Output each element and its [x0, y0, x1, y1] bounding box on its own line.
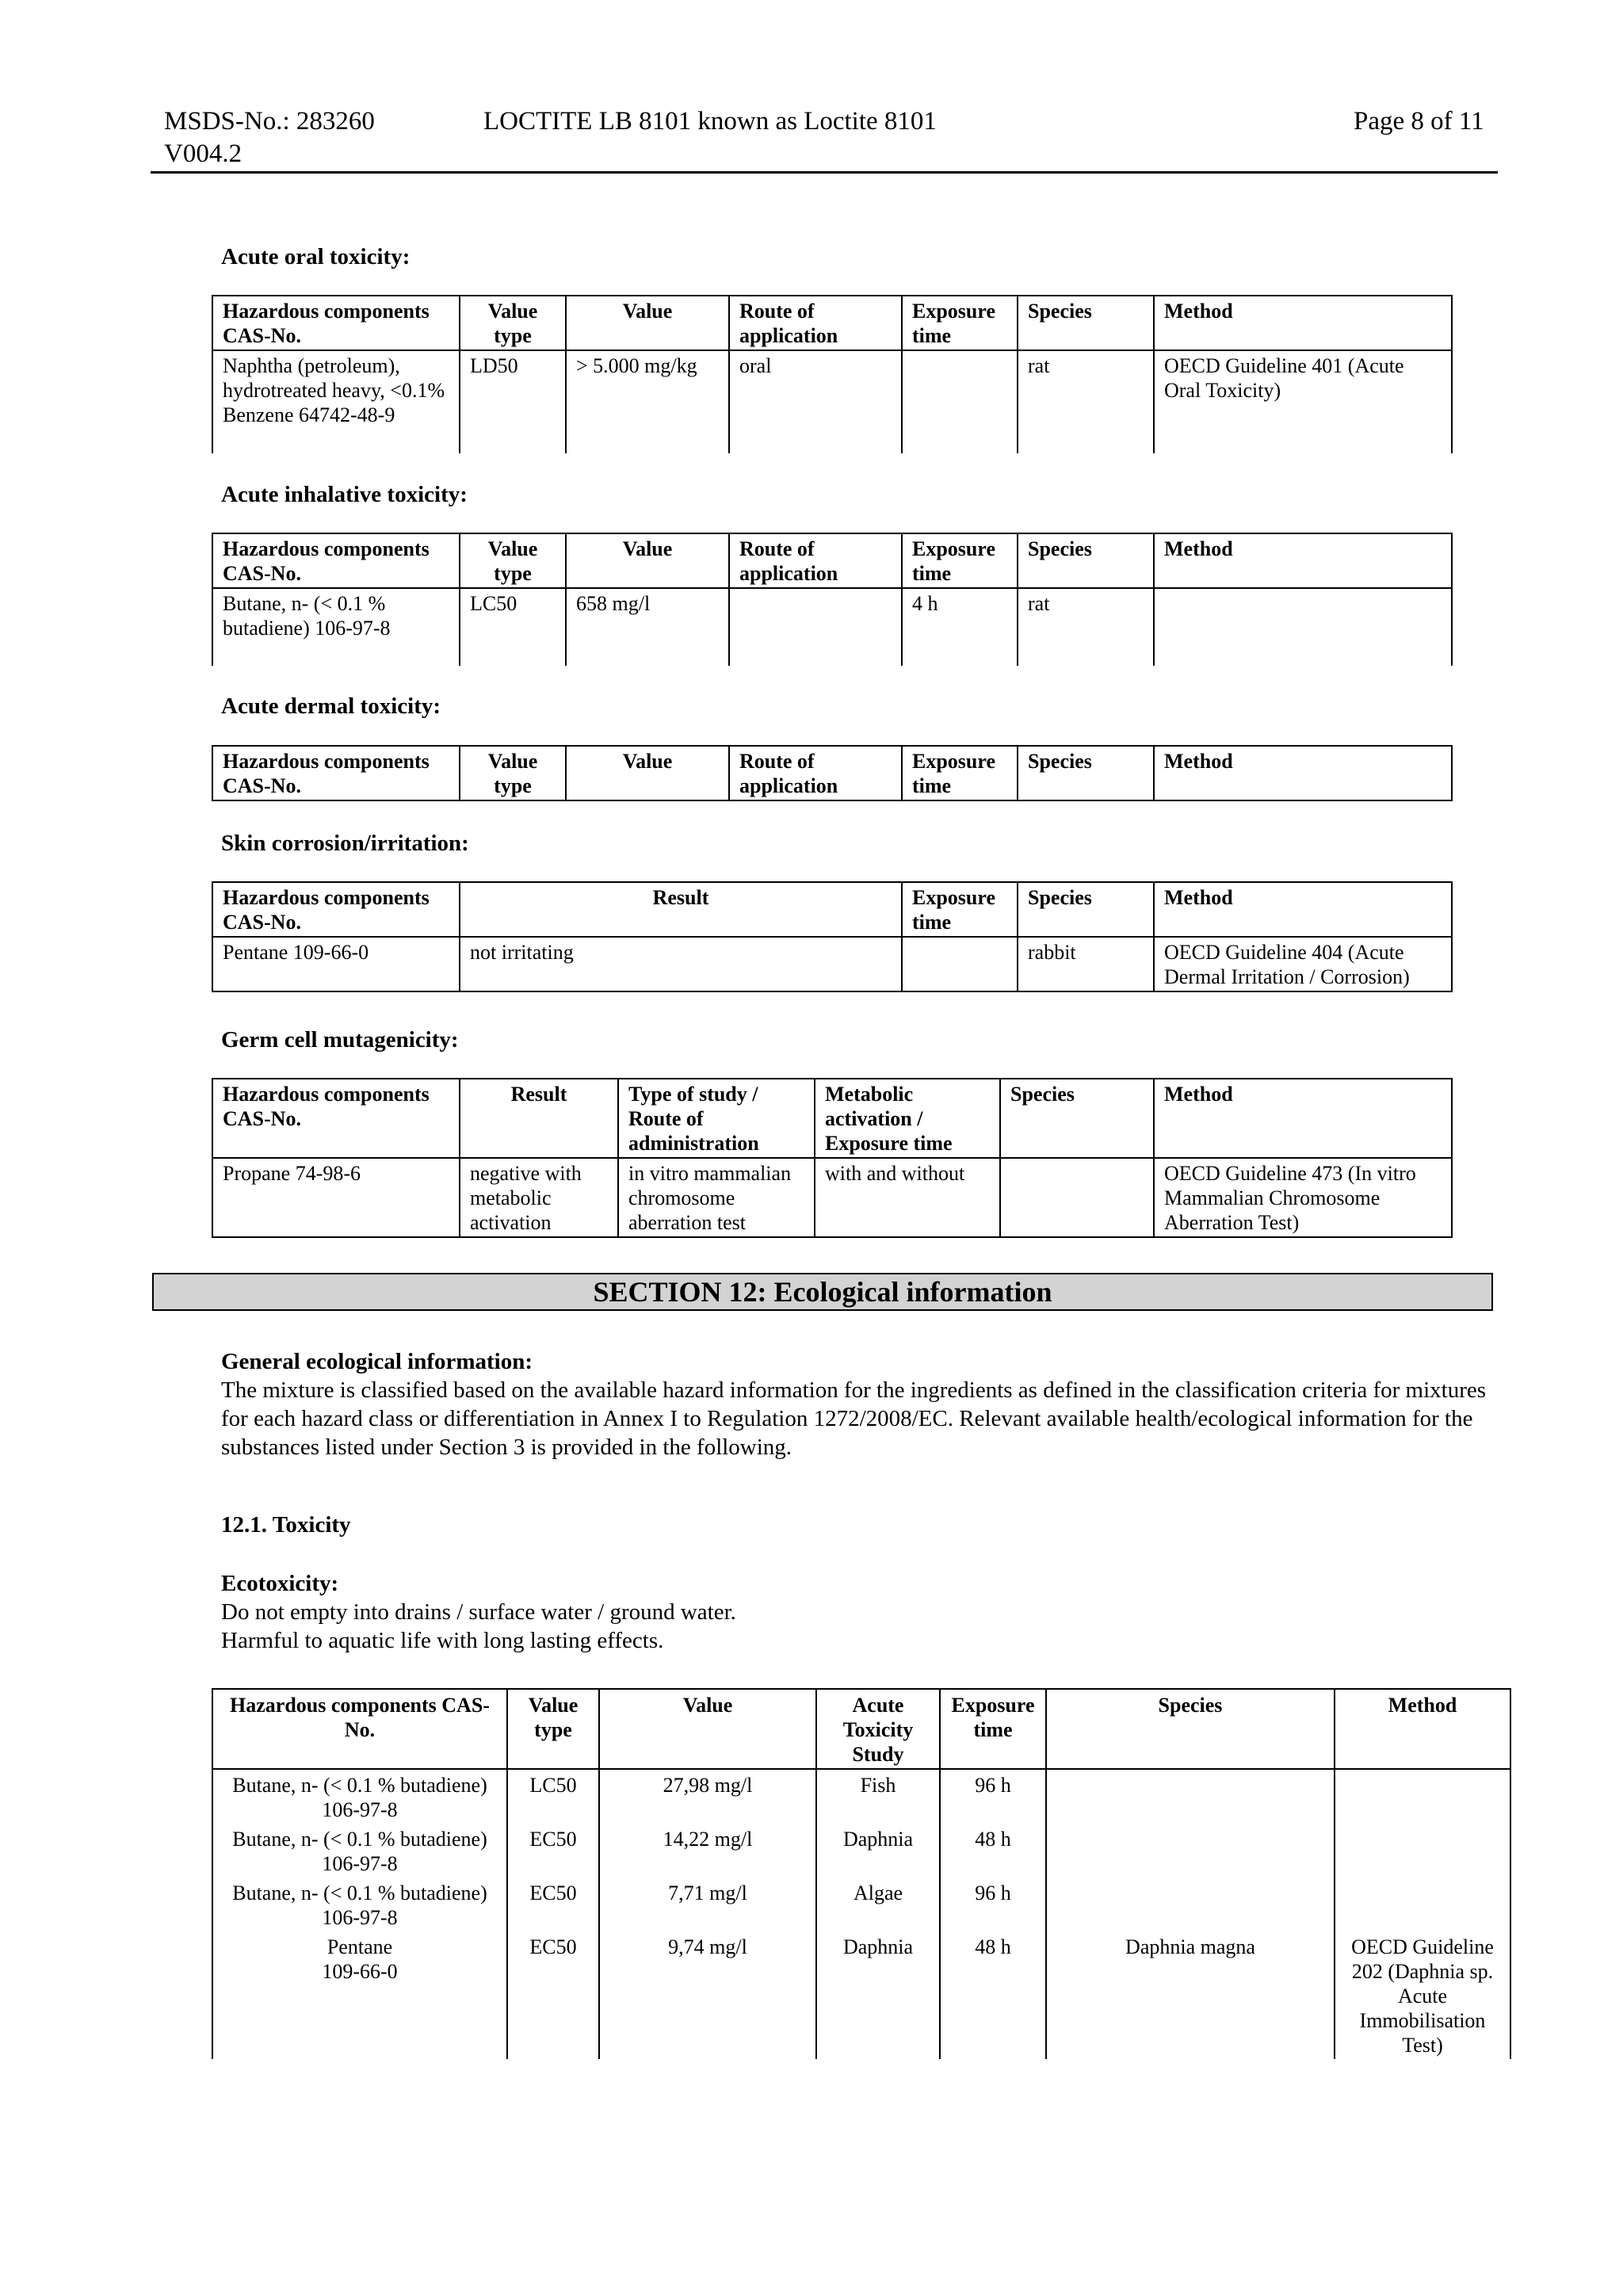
col-header: Hazardous components CAS-No. — [212, 882, 460, 937]
col-header: Method — [1154, 533, 1452, 588]
general-eco-title: General ecological information: — [221, 1349, 533, 1374]
col-header: Value — [566, 296, 729, 350]
method-cell: OECD Guideline 473 (In vitro Mammalian Chromosome Aberration Test) — [1154, 1158, 1452, 1237]
table-header-row — [212, 1689, 1510, 1769]
value-type-cell: LC50 — [460, 588, 566, 666]
study-cell: Daphnia — [816, 1824, 940, 1878]
col-header: Species — [1046, 1689, 1335, 1769]
route-cell: oral — [729, 350, 902, 453]
col-header: Exposure time — [902, 882, 1018, 937]
acute-oral-table — [212, 295, 1453, 453]
component-cell: Naphtha (petroleum), hydrotreated heavy, <0.1% Benzene 64742-48-9 — [212, 350, 460, 453]
ecotoxicity-line-2: Harmful to aquatic life with long lasting effects. — [221, 1628, 664, 1653]
component-cell: Propane 74-98-6 — [212, 1158, 460, 1237]
col-header: Route of application — [729, 746, 902, 800]
header-divider — [151, 171, 1498, 174]
col-header: Exposure time — [902, 533, 1018, 588]
msds-number: MSDS-No.: 283260 — [164, 107, 375, 136]
acute-inhalative-title: Acute inhalative toxicity: — [221, 482, 468, 507]
species-cell — [1000, 1158, 1154, 1237]
col-header: Route of application — [729, 533, 902, 588]
col-header: Value type — [460, 533, 566, 588]
col-header: Species — [1018, 533, 1154, 588]
value-cell: > 5.000 mg/kg — [566, 350, 729, 453]
method-cell — [1335, 1769, 1510, 1824]
value-cell: 658 mg/l — [566, 588, 729, 666]
value-type-cell: EC50 — [507, 1824, 599, 1878]
col-header: Route of application — [729, 296, 902, 350]
species-cell — [1046, 1824, 1335, 1878]
col-header: Value — [566, 746, 729, 800]
exposure-cell: 96 h — [940, 1769, 1046, 1824]
study-cell: Daphnia — [816, 1931, 940, 2059]
ecotoxicity-table — [212, 1688, 1511, 2059]
table-row — [212, 1158, 1452, 1237]
table-row — [212, 588, 1452, 666]
method-cell — [1335, 1878, 1510, 1931]
table-row — [212, 350, 1452, 453]
value-cell: 14,22 mg/l — [599, 1824, 816, 1878]
table-row — [212, 937, 1452, 991]
table-header-row — [212, 296, 1452, 350]
col-header: Metabolic activation / Exposure time — [815, 1079, 1000, 1158]
col-header: Result — [460, 882, 902, 937]
species-cell: Daphnia magna — [1046, 1931, 1335, 2059]
study-cell: Algae — [816, 1878, 940, 1931]
cas-number: 109-66-0 — [322, 1960, 398, 1983]
table-header-row — [212, 882, 1452, 937]
col-header: Method — [1154, 296, 1452, 350]
acute-dermal-title: Acute dermal toxicity: — [221, 693, 441, 719]
col-header: Acute Toxicity Study — [816, 1689, 940, 1769]
col-header: Exposure time — [902, 296, 1018, 350]
col-header: Hazardous components CAS-No. — [212, 746, 460, 800]
col-header: Result — [460, 1079, 618, 1158]
value-cell: 27,98 mg/l — [599, 1769, 816, 1824]
component-name: Butane, n- (< 0.1 % butadiene) — [232, 1828, 487, 1851]
value-cell: 9,74 mg/l — [599, 1931, 816, 2059]
col-header: Type of study / Route of administration — [618, 1079, 815, 1158]
col-header: Value type — [460, 746, 566, 800]
exposure-cell: 4 h — [902, 588, 1018, 666]
table-row — [212, 1931, 1510, 2059]
germ-cell-title: Germ cell mutagenicity: — [221, 1027, 459, 1052]
skin-irritation-table — [212, 881, 1453, 992]
col-header: Species — [1000, 1079, 1154, 1158]
result-cell: negative with metabolic activation — [460, 1158, 618, 1237]
method-cell: OECD Guideline 404 (Acute Dermal Irritation / Corrosion) — [1154, 937, 1452, 991]
acute-inhalative-table — [212, 533, 1453, 666]
method-cell — [1154, 588, 1452, 666]
value-type-cell: LC50 — [507, 1769, 599, 1824]
exposure-cell: 96 h — [940, 1878, 1046, 1931]
exposure-cell: 48 h — [940, 1824, 1046, 1878]
value-type-cell: EC50 — [507, 1931, 599, 2059]
component-name: Butane, n- (< 0.1 % butadiene) — [232, 1881, 487, 1904]
value-type-cell: EC50 — [507, 1878, 599, 1931]
exposure-cell: 48 h — [940, 1931, 1046, 2059]
acute-oral-title: Acute oral toxicity: — [221, 244, 411, 269]
route-cell — [729, 588, 902, 666]
component-cell: Butane, n- (< 0.1 % butadiene) 106-97-8 — [212, 588, 460, 666]
version: V004.2 — [164, 139, 242, 168]
col-header: Method — [1154, 1079, 1452, 1158]
col-header: Hazardous components CAS-No. — [212, 296, 460, 350]
component-name: Pentane — [327, 1935, 393, 1958]
col-header: Hazardous components CAS-No. — [212, 533, 460, 588]
col-header: Value — [599, 1689, 816, 1769]
acute-dermal-table — [212, 745, 1453, 801]
result-cell: not irritating — [460, 937, 902, 991]
product-name: LOCTITE LB 8101 known as Loctite 8101 — [483, 107, 937, 136]
table-row — [212, 1878, 1510, 1931]
general-eco-text: The mixture is classified based on the available hazard information for the ingredients as defined in the classification criteria for mixtures for each hazard class or differentiation in Annex I to Regulation 1272/2008/EC. Relevant available health/ecological information for the substances listed under Section 3 is provided in the following. — [221, 1377, 1487, 1460]
col-header: Species — [1018, 296, 1154, 350]
skin-irritation-title: Skin corrosion/irritation: — [221, 831, 469, 856]
value-cell: 7,71 mg/l — [599, 1878, 816, 1931]
col-header: Value — [566, 533, 729, 588]
col-header: Value type — [507, 1689, 599, 1769]
exposure-cell — [902, 350, 1018, 453]
germ-cell-table — [212, 1078, 1453, 1238]
study-cell: in vitro mammalian chromosome aberration test — [618, 1158, 815, 1237]
method-cell: OECD Guideline 202 (Daphnia sp. Acute Immobilisation Test) — [1335, 1931, 1510, 2059]
cas-number: 106-97-8 — [322, 1798, 398, 1821]
species-cell — [1046, 1769, 1335, 1824]
col-header: Method — [1154, 882, 1452, 937]
col-header: Method — [1154, 746, 1452, 800]
col-header: Exposure time — [940, 1689, 1046, 1769]
page-number: Page 8 of 11 — [1354, 107, 1484, 136]
species-cell — [1046, 1878, 1335, 1931]
component-cell: Pentane 109-66-0 — [212, 937, 460, 991]
value-type-cell: LD50 — [460, 350, 566, 453]
section-12-header: SECTION 12: Ecological information — [152, 1273, 1493, 1311]
col-header: Species — [1018, 746, 1154, 800]
activation-cell: with and without — [815, 1158, 1000, 1237]
col-header: Hazardous components CAS-No. — [212, 1689, 507, 1769]
ecotoxicity-title: Ecotoxicity: — [221, 1571, 339, 1596]
col-header: Value type — [460, 296, 566, 350]
col-header: Species — [1018, 882, 1154, 937]
table-header-row — [212, 1079, 1452, 1158]
species-cell: rabbit — [1018, 937, 1154, 991]
study-cell: Fish — [816, 1769, 940, 1824]
table-row — [212, 1769, 1510, 1824]
table-row — [212, 1824, 1510, 1878]
cas-number: 106-97-8 — [322, 1852, 398, 1875]
col-header: Method — [1335, 1689, 1510, 1769]
component-name: Butane, n- (< 0.1 % butadiene) — [232, 1774, 487, 1797]
species-cell: rat — [1018, 350, 1154, 453]
method-cell: OECD Guideline 401 (Acute Oral Toxicity) — [1154, 350, 1452, 453]
col-header: Exposure time — [902, 746, 1018, 800]
cas-number: 106-97-8 — [322, 1906, 398, 1929]
col-header: Hazardous components CAS-No. — [212, 1079, 460, 1158]
ecotoxicity-line-1: Do not empty into drains / surface water / ground water. — [221, 1599, 736, 1625]
table-header-row — [212, 746, 1452, 800]
toxicity-title: 12.1. Toxicity — [221, 1512, 351, 1538]
species-cell: rat — [1018, 588, 1154, 666]
table-header-row — [212, 533, 1452, 588]
exposure-cell — [902, 937, 1018, 991]
method-cell — [1335, 1824, 1510, 1878]
